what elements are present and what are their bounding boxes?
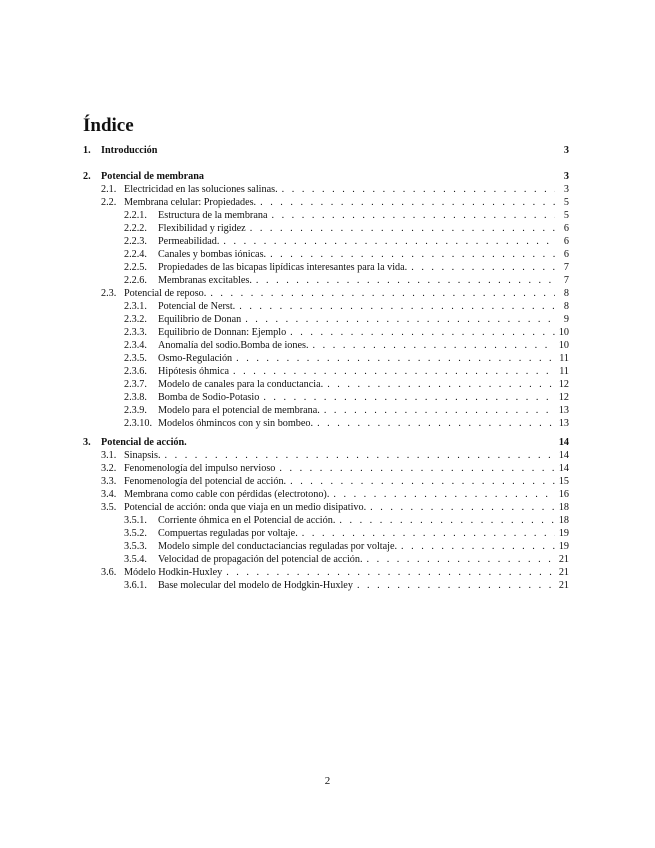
toc-entry-number: 2.3.9. — [124, 405, 147, 416]
toc-entry-title-row — [124, 184, 555, 196]
toc-entry-number: 2.2.6. — [124, 275, 147, 286]
toc-entry-page[interactable]: 21 — [558, 554, 569, 565]
toc-entry-title-row — [158, 223, 555, 235]
toc-entry-title[interactable]: Canales y bombas iónicas. — [158, 249, 267, 260]
toc-dot-leader — [259, 392, 555, 404]
toc-dot-leader — [309, 340, 555, 352]
toc-entry-title[interactable]: Flexibilidad y rigidez — [158, 223, 246, 234]
toc-entry[interactable] — [0, 301, 655, 313]
toc-entry-title-row — [124, 197, 555, 209]
toc-entry-page[interactable]: 11 — [559, 366, 569, 377]
toc-entry-page[interactable]: 10 — [558, 340, 569, 351]
toc-entry-number: 2.2.4. — [124, 249, 147, 260]
toc-entry[interactable] — [0, 314, 655, 326]
toc-entry-page[interactable]: 21 — [558, 567, 569, 578]
toc-entry-title[interactable]: Permeabilidad. — [158, 236, 220, 247]
toc-dot-leader — [246, 223, 555, 235]
toc-entry-page[interactable]: 12 — [558, 392, 569, 403]
toc-entry[interactable] — [0, 463, 655, 475]
toc-entry[interactable] — [0, 340, 655, 352]
toc-entry-number: 2.3.8. — [124, 392, 147, 403]
toc-entry-number: 2.3.5. — [124, 353, 147, 364]
toc-entry-page[interactable]: 18 — [558, 515, 569, 526]
toc-entry[interactable] — [0, 554, 655, 566]
toc-entry-number: 2.2.2. — [124, 223, 147, 234]
toc-entry-number: 1. — [83, 145, 91, 156]
toc-entry-title-row — [158, 554, 555, 566]
toc-entry-title-row — [158, 580, 555, 592]
toc-entry[interactable] — [0, 580, 655, 592]
toc-entry-title[interactable]: Electricidad en las soluciones salinas. — [124, 184, 278, 195]
toc-dot-leader — [363, 554, 555, 566]
toc-entry-page[interactable]: 11 — [559, 353, 569, 364]
toc-entry-title[interactable]: Membrana como cable con pérdidas (electrotono). — [124, 489, 330, 500]
toc-entry-title-row — [158, 236, 555, 248]
toc-entry-page[interactable]: 14 — [558, 450, 569, 461]
toc-entry-title[interactable]: Potencial de membrana — [101, 171, 204, 182]
toc-entry-title-row — [158, 528, 555, 540]
toc-entry-title-row — [124, 567, 555, 579]
toc-entry-title-row — [158, 405, 555, 417]
toc-dot-leader — [298, 528, 555, 540]
toc-entry-number: 3.3. — [101, 476, 117, 487]
toc-entry[interactable] — [0, 145, 655, 157]
toc-entry-title-row — [158, 392, 555, 404]
toc-entry-page[interactable]: 5 — [563, 197, 569, 208]
toc-dot-leader — [286, 327, 555, 339]
toc-dot-leader — [407, 262, 555, 274]
toc-entry-number: 3.6.1. — [124, 580, 147, 591]
toc-dot-leader — [222, 567, 555, 579]
toc-dot-leader — [256, 197, 555, 209]
toc-entry-title-row — [124, 450, 555, 462]
toc-entry-title-row — [158, 353, 555, 365]
toc-entry-page[interactable]: 19 — [558, 541, 569, 552]
toc-entry[interactable] — [0, 379, 655, 391]
toc-entry-number: 3.5.1. — [124, 515, 147, 526]
toc-entry-title-row — [158, 301, 555, 313]
toc-entry-title-row — [158, 314, 555, 326]
toc-entry[interactable] — [0, 392, 655, 404]
toc-entry-title[interactable]: Potencial de reposo. — [124, 288, 207, 299]
toc-entry-title-row — [158, 418, 555, 430]
toc-entry-title[interactable]: Potencial de Nerst. — [158, 301, 236, 312]
toc-entry[interactable] — [0, 262, 655, 274]
toc-entry-title-row — [158, 327, 555, 339]
toc-entry-title[interactable]: Equilibrio de Donan — [158, 314, 242, 325]
toc-entry-page[interactable]: 14 — [558, 437, 569, 448]
toc-entry-title[interactable]: Osmo-Regulación — [158, 353, 233, 364]
toc-dot-leader — [235, 301, 555, 313]
toc-dot-leader — [275, 463, 555, 475]
toc-entry-title-row — [158, 340, 555, 352]
toc-entry-page[interactable]: 6 — [563, 249, 569, 260]
toc-entry-number: 2.2.5. — [124, 262, 147, 273]
toc-dot-leader — [335, 515, 555, 527]
toc-dot-leader — [229, 366, 555, 378]
toc-entry-page[interactable]: 13 — [558, 418, 569, 429]
toc-entry-number: 2.2. — [101, 197, 117, 208]
toc-dot-leader — [161, 450, 555, 462]
toc-entry-page[interactable]: 14 — [558, 463, 569, 474]
toc-entry[interactable] — [0, 528, 655, 540]
toc-entry-title-row — [158, 210, 555, 222]
toc-entry-number: 2.3.7. — [124, 379, 147, 390]
toc-entry-number: 3. — [83, 437, 91, 448]
toc-entry-title-row — [158, 366, 555, 378]
toc-entry-title[interactable]: Velocidad de propagación del potencial de acción. — [158, 554, 363, 565]
toc-entry-title-row — [124, 463, 555, 475]
toc-entry-title[interactable]: Propiedades de las bicapas lipídicas interesantes para la vida. — [158, 262, 408, 273]
toc-entry-title-row — [158, 515, 555, 527]
toc-entry-number: 3.2. — [101, 463, 117, 474]
toc-entry-title[interactable]: Bomba de Sodio-Potasio — [158, 392, 260, 403]
toc-entry-number: 3.5.2. — [124, 528, 147, 539]
page-number: 2 — [324, 775, 331, 787]
toc-dot-leader — [397, 541, 555, 553]
toc-entry-page[interactable]: 3 — [563, 145, 569, 156]
toc-entry[interactable] — [0, 515, 655, 527]
toc-entry-number: 2.3.3. — [124, 327, 147, 338]
toc-entry[interactable] — [0, 249, 655, 261]
toc-entry-title-row — [158, 541, 555, 553]
toc-dot-leader — [267, 210, 555, 222]
toc-entry-number: 3.5. — [101, 502, 117, 513]
toc-entry-number: 3.1. — [101, 450, 117, 461]
toc-entry-title-row — [124, 502, 555, 514]
toc-entry[interactable] — [0, 236, 655, 248]
toc-dot-leader — [286, 476, 555, 488]
toc-dot-leader — [313, 418, 555, 430]
toc-entry-page[interactable]: 12 — [558, 379, 569, 390]
toc-entry[interactable] — [0, 171, 655, 183]
toc-entry-title[interactable]: Membrana celular: Propiedades. — [124, 197, 257, 208]
toc-entry-title[interactable]: Introducción — [101, 145, 158, 156]
toc-dot-leader — [329, 489, 555, 501]
toc-entry[interactable] — [0, 405, 655, 417]
toc-entry-page[interactable]: 21 — [558, 580, 569, 591]
toc-entry-title[interactable]: Fenomenología del potencial de acción. — [124, 476, 287, 487]
toc-dot-leader — [206, 288, 555, 300]
toc-entry-number: 2.3.10. — [124, 418, 153, 429]
toc-entry-title-row — [101, 437, 187, 449]
toc-dot-leader — [366, 502, 555, 514]
toc-entry-page[interactable]: 7 — [563, 275, 569, 286]
toc-entry-number: 2.3.1. — [124, 301, 147, 312]
toc-entry-title-row — [124, 288, 555, 300]
toc-entry-title-row — [158, 275, 555, 287]
toc-entry-page[interactable]: 6 — [563, 223, 569, 234]
toc-entry-title[interactable]: Módelo Hodkin-Huxley — [124, 567, 223, 578]
toc-entry[interactable] — [0, 366, 655, 378]
toc-entry[interactable] — [0, 450, 655, 462]
toc-dot-leader — [232, 353, 555, 365]
toc-entry-page[interactable]: 18 — [558, 502, 569, 513]
toc-entry-title-row — [101, 171, 204, 183]
toc-entry[interactable] — [0, 275, 655, 287]
toc-entry-title[interactable]: Fenomenología del impulso nervioso — [124, 463, 276, 474]
toc-entry[interactable] — [0, 197, 655, 209]
toc-entry[interactable] — [0, 541, 655, 553]
toc-entry-title[interactable]: Modelos óhmincos con y sin bombeo. — [158, 418, 314, 429]
toc-entry-page[interactable]: 9 — [563, 314, 569, 325]
toc-entry-title[interactable]: Base molecular del modelo de Hodgkin-Huxley — [158, 580, 353, 591]
toc-entry-page[interactable]: 15 — [558, 476, 569, 487]
toc-entry-number: 2.3. — [101, 288, 117, 299]
toc-entry-title[interactable]: Potencial de acción. — [101, 437, 187, 448]
toc-entry-title[interactable]: Potencial de acción: onda que viaja en un medio disipativo. — [124, 502, 367, 513]
toc-entry-page[interactable]: 10 — [558, 327, 569, 338]
toc-entry-number: 3.5.3. — [124, 541, 147, 552]
toc-entry-page[interactable]: 6 — [563, 236, 569, 247]
toc-entry[interactable] — [0, 437, 655, 449]
toc-entry[interactable] — [0, 353, 655, 365]
toc-entry-title[interactable]: Equilibrio de Donnan: Ejemplo — [158, 327, 287, 338]
toc-entry-title[interactable]: Modelo simple del conductaciancias reguladas por voltaje. — [158, 541, 398, 552]
toc-dot-leader — [323, 379, 555, 391]
toc-dot-leader — [353, 580, 555, 592]
toc-entry[interactable] — [0, 418, 655, 430]
toc-entry-title-row — [124, 489, 555, 501]
toc-entry-number: 2.2.1. — [124, 210, 147, 221]
toc-entry-page[interactable]: 3 — [563, 184, 569, 195]
toc-title: Índice — [83, 115, 134, 136]
toc-entry-title[interactable]: Sinapsis. — [124, 450, 161, 461]
toc-entry-page[interactable]: 5 — [563, 210, 569, 221]
toc-dot-leader — [278, 184, 555, 196]
toc-entry[interactable] — [0, 288, 655, 300]
toc-entry-title[interactable]: Compuertas reguladas por voltaje. — [158, 528, 298, 539]
toc-dot-leader — [266, 249, 555, 261]
toc-dot-leader — [320, 405, 555, 417]
toc-entry-number: 2.3.2. — [124, 314, 147, 325]
toc-entry-number: 2.2.3. — [124, 236, 147, 247]
toc-entry[interactable] — [0, 476, 655, 488]
toc-dot-leader — [219, 236, 555, 248]
toc-entry-number: 3.4. — [101, 489, 117, 500]
toc-entry-page[interactable]: 8 — [563, 288, 569, 299]
toc-entry[interactable] — [0, 184, 655, 196]
toc-entry-title[interactable]: Modelo para el potencial de membrana. — [158, 405, 320, 416]
toc-entry-number: 2.3.4. — [124, 340, 147, 351]
toc-entry-title-row — [124, 476, 555, 488]
toc-entry-page[interactable]: 7 — [563, 262, 569, 273]
toc-entry-title-row — [101, 145, 157, 157]
toc-entry[interactable] — [0, 489, 655, 501]
toc-entry-page[interactable]: 19 — [558, 528, 569, 539]
toc-entry-page[interactable]: 8 — [563, 301, 569, 312]
toc-entry-page[interactable]: 3 — [563, 171, 569, 182]
toc-entry-title-row — [158, 249, 555, 261]
toc-dot-leader — [252, 275, 555, 287]
toc-entry[interactable] — [0, 223, 655, 235]
toc-entry[interactable] — [0, 327, 655, 339]
toc-entry-number: 2.3.6. — [124, 366, 147, 377]
toc-entry-title[interactable]: Hipótesis óhmica — [158, 366, 230, 377]
toc-entry-number: 3.6. — [101, 567, 117, 578]
toc-entry-title[interactable]: Corriente óhmica en el Potencial de acción. — [158, 515, 336, 526]
toc-entry-number: 2. — [83, 171, 91, 182]
toc-entry-number: 3.5.4. — [124, 554, 147, 565]
toc-entry-title[interactable]: Membranas excitables. — [158, 275, 252, 286]
toc-entry-page[interactable]: 16 — [558, 489, 569, 500]
toc-entry-title[interactable]: Modelo de canales para la conductancia. — [158, 379, 324, 390]
toc-entry-title[interactable]: Estructura de la membrana — [158, 210, 268, 221]
toc-entry[interactable] — [0, 567, 655, 579]
toc-entry-number: 2.1. — [101, 184, 117, 195]
toc-entry-title[interactable]: Anomalía del sodio.Bomba de iones. — [158, 340, 309, 351]
toc-entry[interactable] — [0, 502, 655, 514]
toc-entry-page[interactable]: 13 — [558, 405, 569, 416]
toc-entry-title-row — [158, 262, 555, 274]
toc-entry-title-row — [158, 379, 555, 391]
toc-dot-leader — [241, 314, 555, 326]
toc-entry[interactable] — [0, 210, 655, 222]
